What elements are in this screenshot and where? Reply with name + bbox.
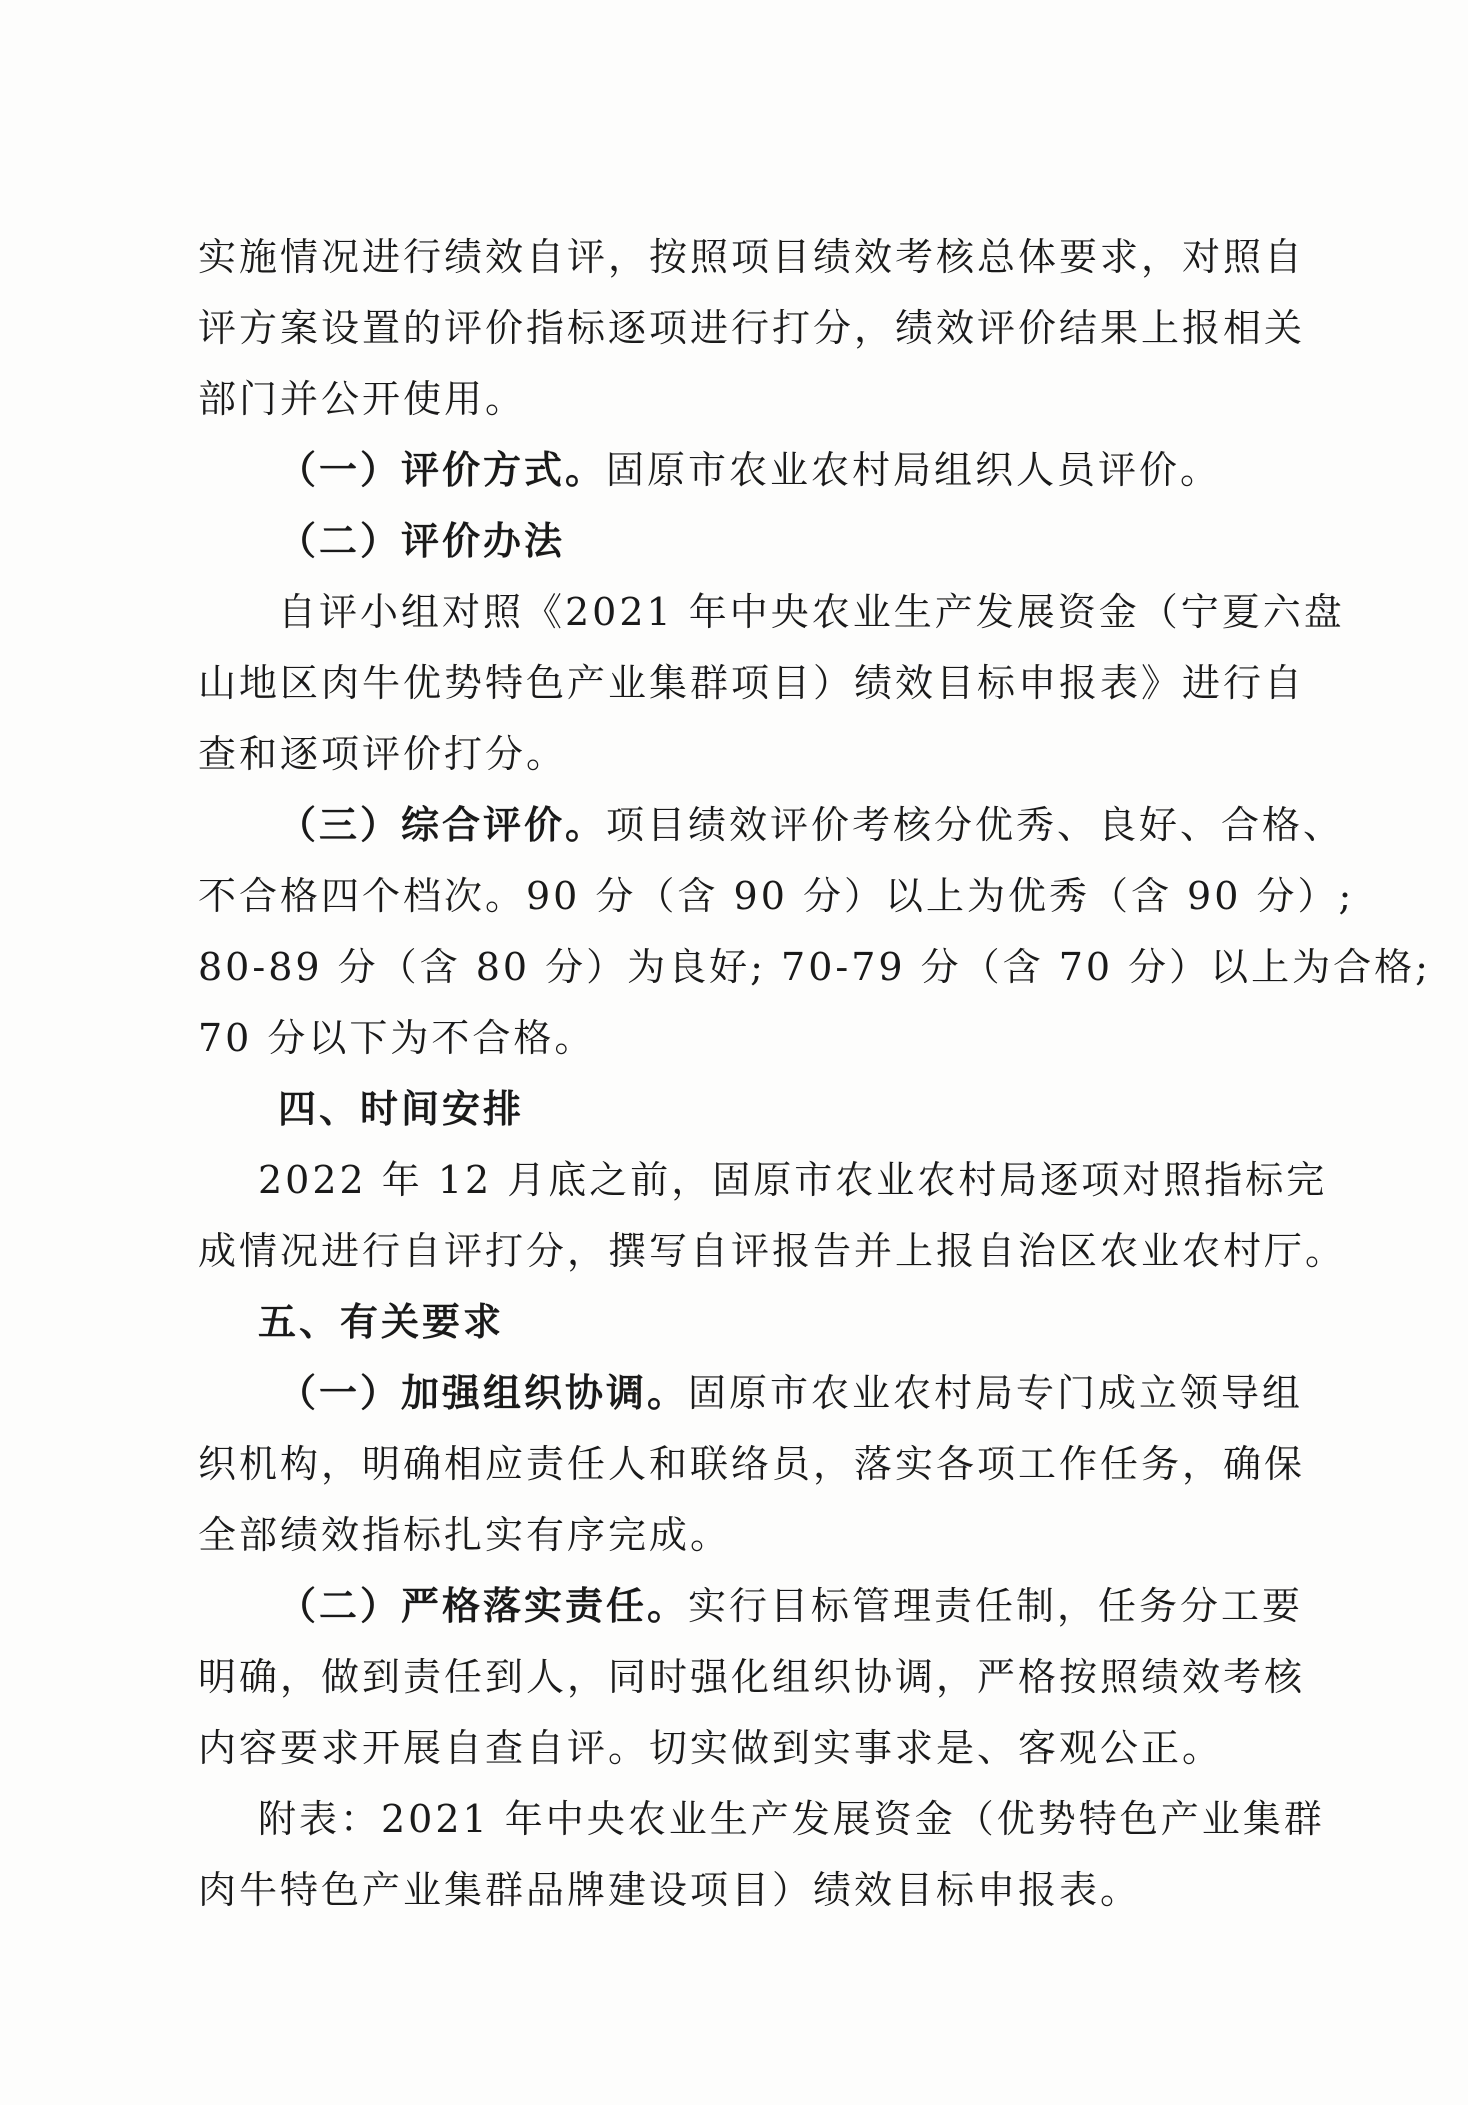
overall-label: （三）综合评价。	[278, 803, 607, 847]
method-paragraph	[198, 435, 1290, 506]
measures-line-1: 自评小组对照《2021 年中央农业生产发展资金（宁夏六盘	[278, 590, 1345, 634]
req2-label: （二）严格落实责任。	[278, 1584, 689, 1628]
method-label: （一）评价方式。	[278, 448, 607, 492]
requirements-heading-text: 五、有关要求	[258, 1300, 505, 1344]
intro-line-2: 评方案设置的评价指标逐项进行打分，绩效评价结果上报相关	[198, 306, 1306, 350]
req2-line-3: 内容要求开展自查自评。切实做到实事求是、客观公正。	[198, 1726, 1224, 1770]
measures-label: （二）评价办法	[278, 519, 566, 563]
req1-line-2: 织机构，明确相应责任人和联络员，落实各项工作任务，确保	[198, 1442, 1306, 1486]
overall-line-2: 不合格四个档次。90 分（含 90 分）以上为优秀（含 90 分）;	[198, 874, 1355, 918]
req1-line-1	[198, 1358, 1304, 1429]
attachment-line-1: 附表：2021 年中央农业生产发展资金（优势特色产业集群	[258, 1797, 1325, 1841]
measures-line-3: 查和逐项评价打分。	[198, 732, 568, 776]
req1-label: （一）加强组织协调。	[278, 1371, 689, 1415]
req2-line-2: 明确，做到责任到人，同时强化组织协调，严格按照绩效考核	[198, 1655, 1306, 1699]
overall-line-4: 70 分以下为不合格。	[198, 1016, 596, 1060]
overall-line-1	[198, 790, 1345, 861]
req2-text: 实行目标管理责任制，任务分工要	[688, 1584, 1304, 1628]
intro-line-3: 部门并公开使用。	[198, 377, 527, 421]
method-text: 固原市农业农村局组织人员评价。	[606, 448, 1222, 492]
measures-heading	[198, 506, 1290, 577]
schedule-heading	[198, 1074, 1290, 1145]
document-body	[198, 222, 1431, 1926]
overall-text: 项目绩效评价考核分优秀、良好、合格、	[606, 803, 1345, 847]
requirements-heading	[198, 1287, 1290, 1358]
schedule-line-1: 2022 年 12 月底之前，固原市农业农村局逐项对照指标完	[258, 1158, 1328, 1202]
req1-line-3: 全部绩效指标扎实有序完成。	[198, 1513, 732, 1557]
req2-line-1	[198, 1571, 1304, 1642]
schedule-heading-text: 四、时间安排	[278, 1087, 525, 1131]
measures-line-2: 山地区肉牛优势特色产业集群项目）绩效目标申报表》进行自	[198, 661, 1306, 705]
schedule-line-2: 成情况进行自评打分，撰写自评报告并上报自治区农业农村厅。	[198, 1229, 1347, 1273]
intro-line-1: 实施情况进行绩效自评，按照项目绩效考核总体要求，对照自	[198, 235, 1306, 279]
overall-line-3: 80-89 分（含 80 分）为良好; 70-79 分（含 70 分）以上为合格;	[198, 945, 1431, 989]
attachment-line-2: 肉牛特色产业集群品牌建设项目）绩效目标申报表。	[198, 1868, 1142, 1912]
req1-text: 固原市农业农村局专门成立领导组	[688, 1371, 1304, 1415]
